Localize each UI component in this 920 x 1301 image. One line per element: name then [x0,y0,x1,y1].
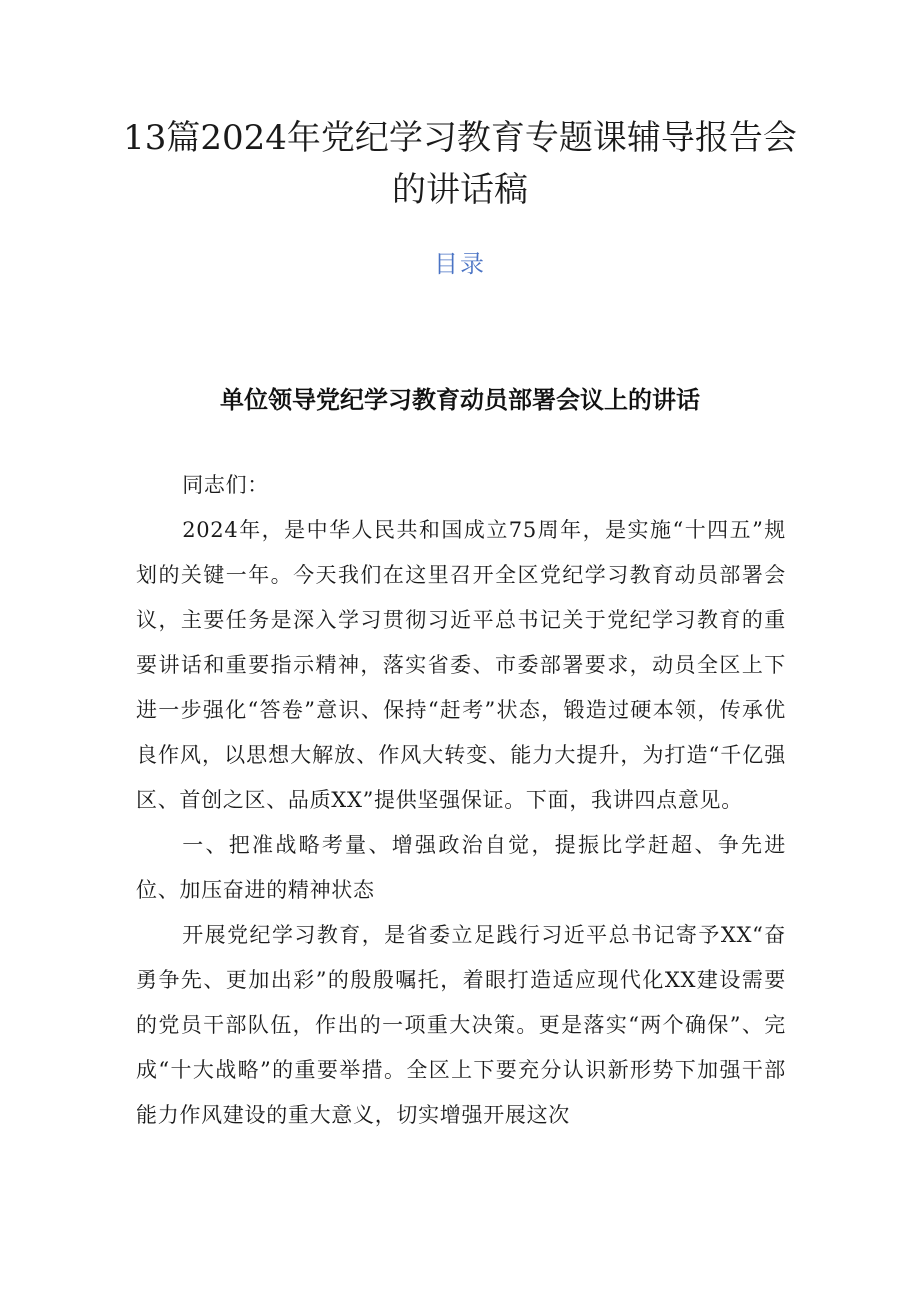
toc-label[interactable]: 目录 [434,250,486,278]
salutation: 同志们： [182,473,269,497]
paragraph-point-one: 一、把准战略考量、增强政治自觉，提振比学赶超、争先进位、加压奋进的精神状态 [136,833,786,902]
paragraph-body: 开展党纪学习教育，是省委立足践行习近平总书记寄予XX“奋勇争先、更加出彩”的殷殷嘱托，着眼打造适应现代化XX建设需要的党员干部队伍，作出的一项重大决策。更是落实“两个确保”、完成“十大战略”的重要举措。全区上下要充分认识新形势下加强干部能力作风建设的重大意义，切实增强开展这次 [136,923,786,1127]
document-title: 13篇2024年党纪学习教育专题课辅导报告会的讲话稿 [123,118,797,210]
body-text [136,463,786,1138]
section-heading: 单位领导党纪学习教育动员部署会议上的讲话 [220,386,700,414]
paragraph-intro: 2024年，是中华人民共和国成立75周年，是实施“十四五”规划的关键一年。今天我们在这里召开全区党纪学习教育动员部署会议，主要任务是深入学习贯彻习近平总书记关于党纪学习教育的重要讲话和重要指示精神，落实省委、市委部署要求，动员全区上下进一步强化“答卷”意识、保持“赶考”状态，锻造过硬本领，传承优良作风，以思想大解放、作风大转变、能力大提升，为打造“千亿强区、首创之区、品质XX”提供坚强保证。下面，我讲四点意见。 [136,518,786,812]
